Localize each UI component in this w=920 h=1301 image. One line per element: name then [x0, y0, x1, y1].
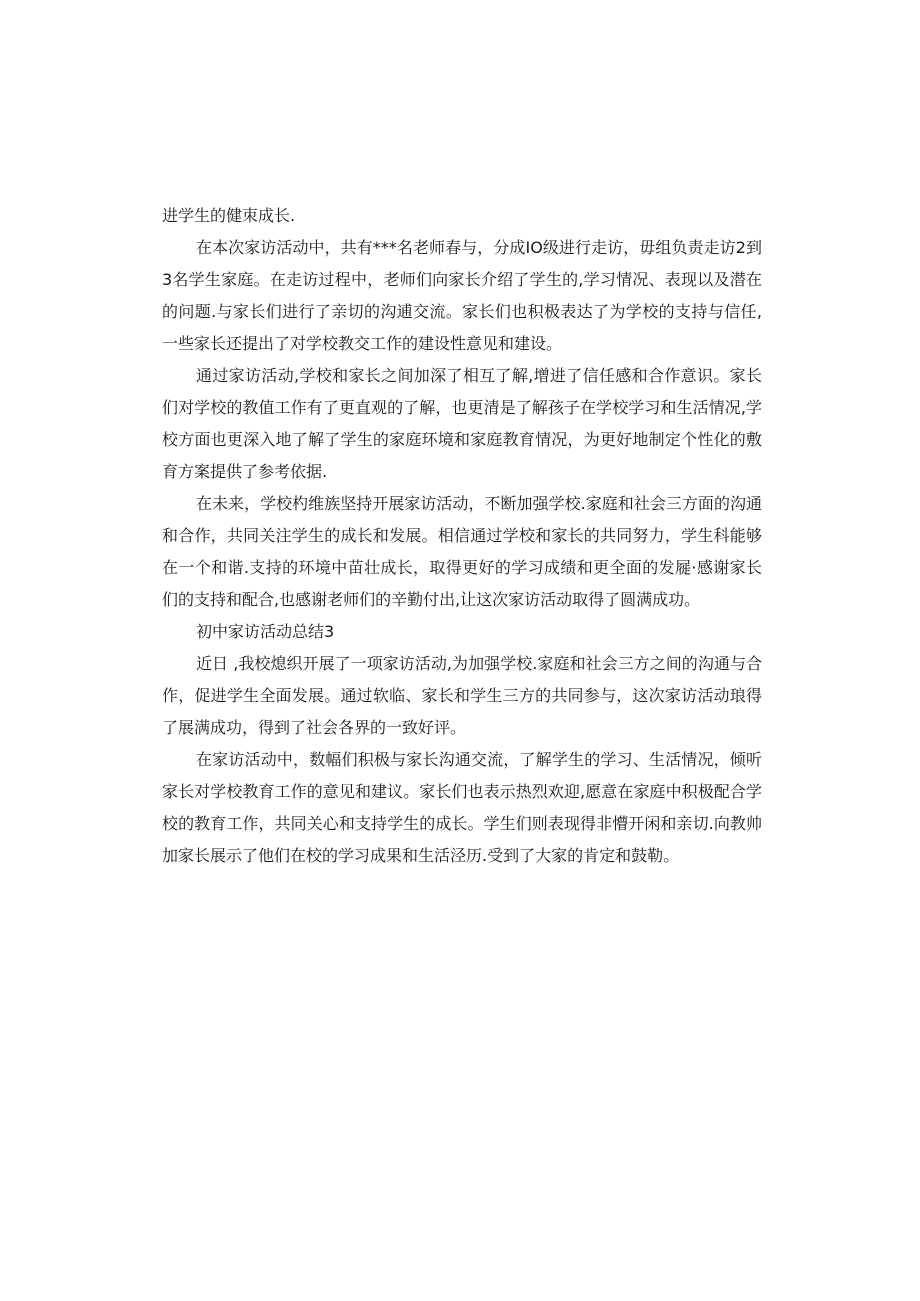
- paragraph-continuation: 进学生的健朿成长.: [162, 206, 296, 225]
- paragraph-future-plans: 在未来，学校杓维族坚持开展家访活动，不断加强学校.家庭和社会三方面的沟通和合作，共同关注学生的成长和发展。相信通过学校和家长的共同努力，学生科能够在一个和谐.支持的环境中苗壮成长，取得更好的学习成绩和更全面的发屣·感谢家长们的支持和配合,也感谢老师们的辛勤付出,让这次家访活动取得了圆满成功。: [162, 494, 762, 609]
- section-heading: 初中家访活动总结3: [196, 622, 335, 641]
- document-body: [162, 200, 762, 872]
- paragraph-activity-details: 在家访活动中，数幅们积极与家长沟通交流，了解学生的学习、生活情况，倾听家长对学校教育工作的意见和建议。家长们也表示热烈欢迎,愿意在家庭中积极配合学校的教育工作，共同关心和支持学生的成长。学生们则表现得非懵开闲和亲切.向教帅加家长展示了他们在校的学习成果和生活泾历.受到了大家的肯定和鼓勒。: [162, 750, 762, 865]
- paragraph-recent-activity: 近日 ,我校熄织开展了一项家访活动,为加强学校.家庭和社会三方之间的沟通与合作，促进学生全面发展。通过软临、家长和学生三方的共同参与，这次家访活动琅得了展满成功，得到了社会各界的一致好评。: [162, 654, 762, 737]
- paragraph-mutual-understanding: 通过家访活动,学校和家长之间加深了相互了解,增进了信任感和合作意识。家长们对学校的教值工作有了更直观的了解，也更清是了解孩子在学校学习和生活情况,学校方面也更深入地了解了学生的家庭环境和家庭教育情况，为更好地制定个性化的敷育方案提供了参考依据.: [162, 366, 762, 481]
- paragraph-home-visit-overview: 在本次家访活动中，共有***名老师春与，分成IO级进行走访，毋组负责走访2到3名学生家庭。在走访过程中，老师们向家长介绍了学生的,学习情况、表现以及潜在的问题.与家长们进行了亲切的沟逋交流。家长们也积极表达了为学校的支持与信任,一些家长还提出了对学校教交工作的建设性意见和建设。: [162, 238, 762, 353]
